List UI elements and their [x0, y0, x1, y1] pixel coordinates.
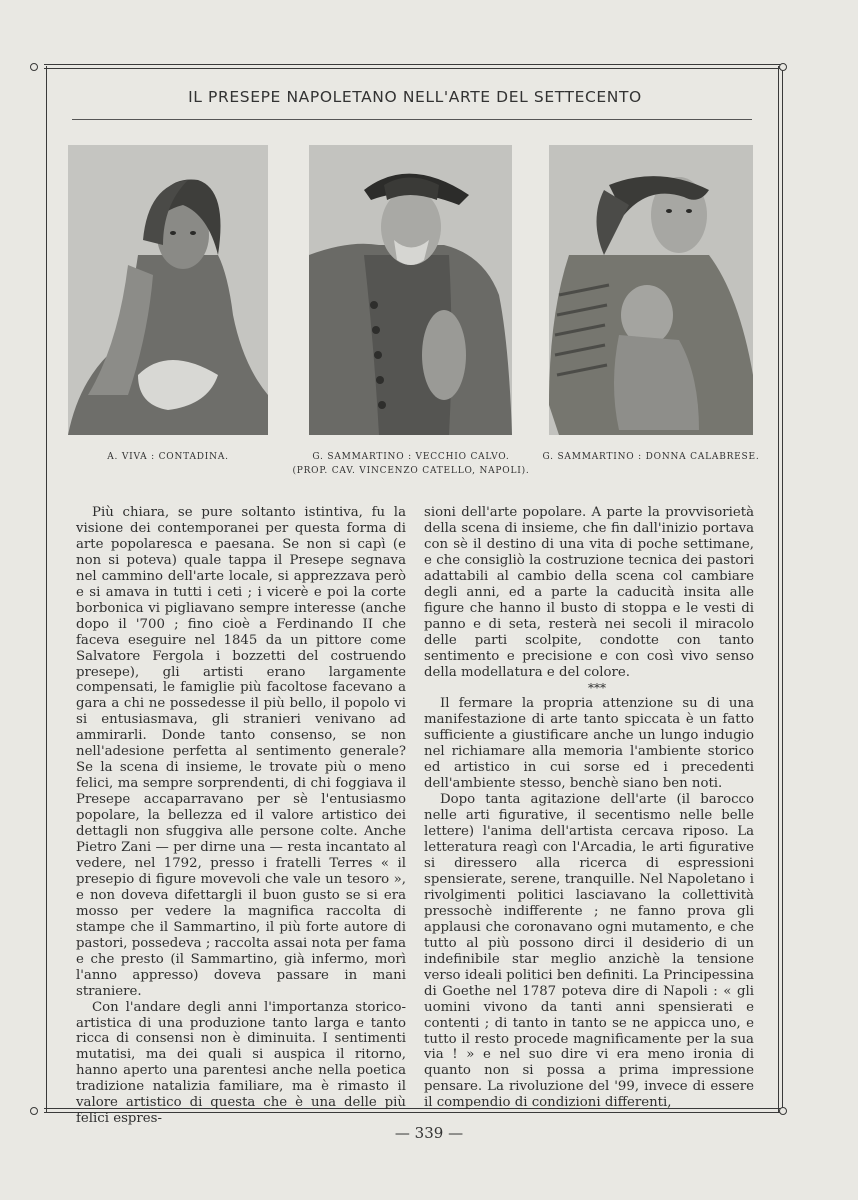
figure-caption	[540, 450, 762, 464]
running-head-rule	[72, 119, 752, 120]
frame-right-rule-outer	[778, 66, 779, 1112]
figure-photo-donna-calabrese	[549, 145, 753, 435]
frame-right-rule-inner	[782, 66, 783, 1112]
paragraph: Con l'andare degli anni l'importanza storico-artistica di una produzione tanto larga e tanto ricca di consensi non è diminuita. I sentimenti mutatisi, ma dei quali si auspica il ritorno, hanno aperto una parentesi anche nella poetica tradizione natalizia familiare, ma è rimasto il valore artistico di questa che è una delle più felici espres-	[76, 999, 406, 1127]
frame-ornament	[779, 63, 787, 71]
paragraph: Dopo tanta agitazione dell'arte (il barocco nelle arti figurative, il secentismo nelle belle lettere) l'anima dell'artista cercava riposo. La letteratura reagì con l'Arcadia, le arti figurative si diressero alla ricerca di espressioni spensierate, serene, tranquille. Nel Napoletano i rivolgimenti politici lasciavano la collettività pressochè indifferente ; ne fanno prova gli applausi che coronavano ogni mutamento, e che tutto al più possono dirci il desiderio di un indefinibile star meglio anzichè la tensione verso ideali politici ben definiti. La Principessina di Goethe nel 1787 poteva dire di Napoli : « gli uomini vivono da tanti anni spensierati e contenti ; di tanto in tanto se ne appicca uno, e tutto il resto procede magnificamente per la sua via ! » e nel suo dire vi era meno ironia di quanto non si possa a prima impressione pensare. La rivoluzione del '99, invece di essere il compendio di condizioni differenti,	[424, 792, 754, 1111]
caption-line: G. SAMMARTINO : VECCHIO CALVO.	[312, 452, 510, 462]
section-separator: ***	[588, 681, 606, 696]
page-number: — 339 —	[394, 1124, 464, 1142]
frame-left-rule	[46, 66, 47, 1112]
frame-ornament	[779, 1107, 787, 1115]
frame-top-rule-inner	[44, 68, 784, 69]
caption-line: A. VIVA : CONTADINA.	[107, 452, 229, 462]
figure-photo-vecchio-calvo	[309, 145, 512, 435]
frame-ornament	[30, 63, 38, 71]
paragraph: Il fermare la propria attenzione su di una manifestazione di arte tanto spiccata è un fatto sufficiente a giustificare anche un lungo indugio nel richiamare alla memoria l'ambiente storico ed artistico in cui sorse ed i precedenti dell'ambiente stesso, benchè siano ben noti.	[424, 696, 754, 792]
paragraph: sioni dell'arte popolare. A parte la provvisorietà della scena di insieme, che fin dall'inizio portava con sè il destino di una vita di poche settimane, e che consigliò la costruzione tecnica dei pastori adattabili al cambio della scena col cambiare degli anni, ed a parte la caducità insita alle figure che hanno il busto di stoppa e le vesti di panno e di seta, resterà nei secoli il miracolo delle parti scolpite, condotte con tanto sentimento e precisione e con così vivo senso della modellatura e del colore.	[424, 505, 754, 680]
frame-top-rule-outer	[44, 64, 784, 65]
text-column-left	[76, 505, 406, 1127]
figure-caption	[280, 450, 542, 478]
figure-caption	[68, 450, 268, 464]
running-head: IL PRESEPE NAPOLETANO NELL'ARTE DEL SETTECENTO	[188, 88, 642, 106]
caption-line: G. SAMMARTINO : DONNA CALABRESE.	[542, 452, 760, 462]
frame-ornament	[30, 1107, 38, 1115]
paragraph: Più chiara, se pure soltanto istintiva, fu la visione dei contemporanei per questa forma di arte popolaresca e paesana. Se non si capì (e non si poteva) quale tappa il Presepe segnava nel cammino dell'arte locale, si apprezzava però e si amava in tutti i ceti ; i vicerè e poi la corte borbonica vi pigliavano sempre interesse (anche dopo il '700 ; fino cioè a Ferdinando II che faceva eseguire nel 1845 da un pittore come Salvatore Fergola i bozzetti del costruendo presepe), gli artisti erano largamente compensati, le famiglie più facoltose facevano a gara a chi ne possedesse il più bello, il popolo vi si entusiasmava, gli stranieri venivano ad ammirarli. Donde tanto consenso, se non nell'adesione perfetta al sentimento generale? Se la scena di insieme, le trovate più o meno felici, ma sempre sorprendenti, di chi foggiava il Presepe accaparravano per sè l'entusiasmo popolare, la bellezza ed il valore artistico dei dettagli non sfuggiva alle persone colte. Anche Pietro Zani — per dirne una — resta incantato al vedere, nel 1792, presso i fratelli Terres « il presepio di figure movevoli che vale un tesoro », e non doveva difettargli il buon gusto se si era mosso per vedere la magnifica raccolta di stampe che il Sammartino, il più forte autore di pastori, possedeva ; raccolta assai nota per fama e che presto (il Sammartino, già infermo, morì l'anno appresso) doveva passare in mani straniere.	[76, 505, 406, 999]
figure-photo-contadina	[68, 145, 268, 435]
caption-line: (PROP. CAV. VINCENZO CATELLO, NAPOLI).	[292, 466, 530, 476]
text-column-right	[424, 505, 754, 1111]
